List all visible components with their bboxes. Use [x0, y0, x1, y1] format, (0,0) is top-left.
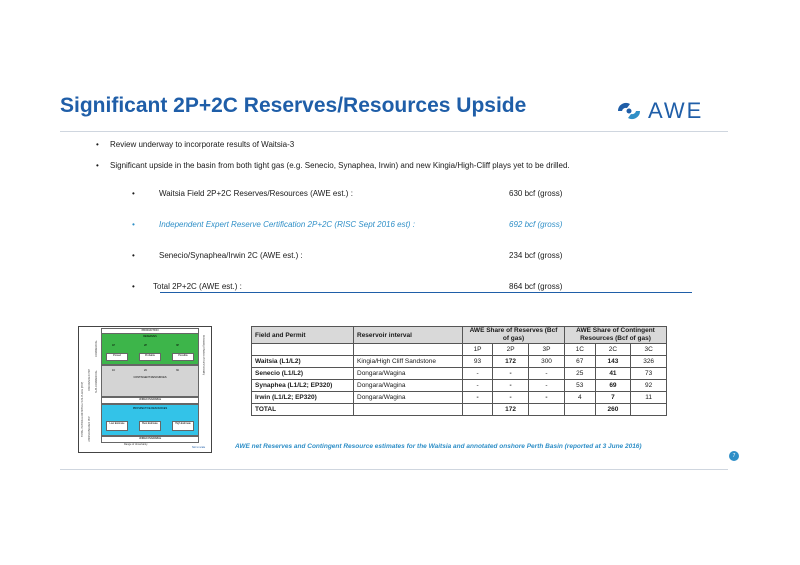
reserves-table	[251, 326, 667, 416]
row-field: Senecio (L1/L2)	[252, 368, 354, 380]
table-row	[252, 356, 667, 368]
cell-2p: -	[493, 392, 529, 404]
diagram-total-piip-label: TOTAL PETROLEUM INITIALLY-IN-PLACE (PIIP)	[81, 381, 84, 437]
table-row	[252, 380, 667, 392]
awe-logo	[614, 99, 724, 125]
cell-1c: 53	[565, 380, 596, 392]
header-field: Field and Permit	[252, 327, 354, 344]
sub-bullet-4-label: Total 2P+2C (AWE est.) :	[153, 282, 242, 291]
cell-3c: 92	[631, 380, 667, 392]
diagram-undiscovered-label: UNDISCOVERED PIIP	[88, 416, 91, 442]
diagram-probable-box: Probable	[139, 353, 161, 361]
diagram-prospective-label: PROSPECTIVE RESOURCES	[132, 407, 168, 410]
cell-1p: -	[463, 368, 493, 380]
diagram-3p-code: 3P	[176, 344, 180, 347]
cell-3p: -	[529, 380, 565, 392]
sub-bullet-4-value: 864 bcf (gross)	[509, 282, 563, 291]
diagram-source-label: Not to scale	[192, 446, 206, 449]
table-row	[252, 368, 667, 380]
table-caption: AWE net Reserves and Contingent Resource estimates for the Waitsia and annotated onshore Perth Basin (reported at 3 June 2016)	[235, 443, 642, 450]
total-2p: 172	[493, 404, 529, 416]
diagram-1p-code: 1P	[112, 344, 116, 347]
row-interval: Dongara/Wagina	[354, 380, 463, 392]
diagram-unrecoverable-1: UNRECOVERABLE	[101, 397, 199, 404]
sub-bullet-3-label: Senecio/Synaphea/Irwin 2C (AWE est.) :	[159, 251, 303, 260]
row-field: Waitsia (L1/L2)	[252, 356, 354, 368]
header-contingent: AWE Share of Contingent Resources (Bcf of gas)	[565, 327, 667, 344]
diagram-1c-code: 1C	[112, 369, 116, 372]
bottom-divider	[60, 469, 728, 470]
diagram-prospective-box	[101, 404, 199, 436]
table-subheader-row	[252, 344, 667, 356]
row-field: Irwin (L1/L2; EP320)	[252, 392, 354, 404]
bullet-2-text: Significant upside in the basin from both tight gas (e.g. Senecio, Synaphea, Irwin) and new Kingia/High-Cliff plays yet to be drilled.	[110, 161, 570, 170]
cell-3c: 11	[631, 392, 667, 404]
diagram-subcommercial-label: SUB-COMMERCIAL	[95, 370, 98, 393]
table-header-row	[252, 327, 667, 344]
page-title: Significant 2P+2C Reserves/Resources Upside	[60, 94, 527, 117]
cell-2c: 41	[595, 368, 631, 380]
sub-bullet-2-value: 692 bcf (gross)	[509, 220, 563, 229]
diagram-best-estimate-box: Best Estimate	[139, 421, 161, 431]
cell-1p: -	[463, 392, 493, 404]
diagram-3c-code: 3C	[176, 369, 180, 372]
top-divider	[60, 131, 728, 132]
sub-bullet-1-value: 630 bcf (gross)	[509, 189, 563, 198]
subheader-3p: 3P	[529, 344, 565, 356]
diagram-chance-label: Increasing Chance of Commerciality	[202, 335, 205, 376]
diagram-reserves-box	[101, 333, 199, 365]
diagram-range-label: Range of Uncertainty	[124, 443, 148, 446]
total-label: TOTAL	[252, 404, 354, 416]
cell-1c: 67	[565, 356, 596, 368]
sub-bullet-3-value: 234 bcf (gross)	[509, 251, 563, 260]
sub-bullet-2-label: Independent Expert Reserve Certification 2P+2C (RISC Sept 2016 est) :	[159, 220, 415, 229]
cell-2p: 172	[493, 356, 529, 368]
table-row	[252, 392, 667, 404]
table-total-row	[252, 404, 667, 416]
subheader-1c: 1C	[565, 344, 596, 356]
diagram-unrecoverable-2: UNRECOVERABLE	[101, 436, 199, 443]
awe-logo-icon	[614, 99, 644, 123]
cell-2c: 69	[595, 380, 631, 392]
cell-1p: 93	[463, 356, 493, 368]
subheader-3c: 3C	[631, 344, 667, 356]
row-interval: Dongara/Wagina	[354, 392, 463, 404]
cell-2c: 143	[595, 356, 631, 368]
sub-bullet-1-label: Waitsia Field 2P+2C Reserves/Resources (AWE est.) :	[159, 189, 353, 198]
cell-3c: 73	[631, 368, 667, 380]
subheader-2p: 2P	[493, 344, 529, 356]
cell-3c: 326	[631, 356, 667, 368]
diagram-contingent-label: CONTINGENT RESOURCES	[133, 376, 167, 379]
diagram-commercial-label: COMMERCIAL	[95, 340, 98, 357]
header-interval: Reservoir interval	[354, 327, 463, 344]
resource-classification-diagram	[78, 326, 212, 453]
page-number: 7	[729, 451, 739, 461]
logo-text: AWE	[648, 98, 704, 123]
cell-3p: 300	[529, 356, 565, 368]
row-interval: Kingia/High Cliff Sandstone	[354, 356, 463, 368]
total-2c: 260	[595, 404, 631, 416]
cell-1p: -	[463, 380, 493, 392]
cell-2p: -	[493, 380, 529, 392]
diagram-discovered-label: DISCOVERED PIIP	[88, 369, 91, 391]
diagram-low-estimate-box: Low Estimate	[106, 421, 128, 431]
diagram-high-estimate-box: High Estimate	[172, 421, 194, 431]
diagram-2p-code: 2P	[144, 344, 148, 347]
cell-3p: -	[529, 368, 565, 380]
bullet-1-text: Review underway to incorporate results of Waitsia-3	[110, 140, 295, 149]
subheader-1p: 1P	[463, 344, 493, 356]
cell-2c: 7	[595, 392, 631, 404]
diagram-possible-box: Possible	[172, 353, 194, 361]
header-reserves: AWE Share of Reserves (Bcf of gas)	[463, 327, 565, 344]
subheader-2c: 2C	[595, 344, 631, 356]
diagram-2c-code: 2C	[144, 369, 148, 372]
row-interval: Dongara/Wagina	[354, 368, 463, 380]
cell-2p: -	[493, 368, 529, 380]
cell-1c: 25	[565, 368, 596, 380]
cell-1c: 4	[565, 392, 596, 404]
row-field: Synaphea (L1/L2; EP320)	[252, 380, 354, 392]
total-underline	[160, 292, 692, 293]
cell-3p: -	[529, 392, 565, 404]
diagram-contingent-box	[101, 365, 199, 397]
diagram-production-box: PRODUCTION	[101, 328, 199, 334]
diagram-proved-box: Proved	[106, 353, 128, 361]
diagram-reserves-label: RESERVES	[143, 335, 157, 338]
